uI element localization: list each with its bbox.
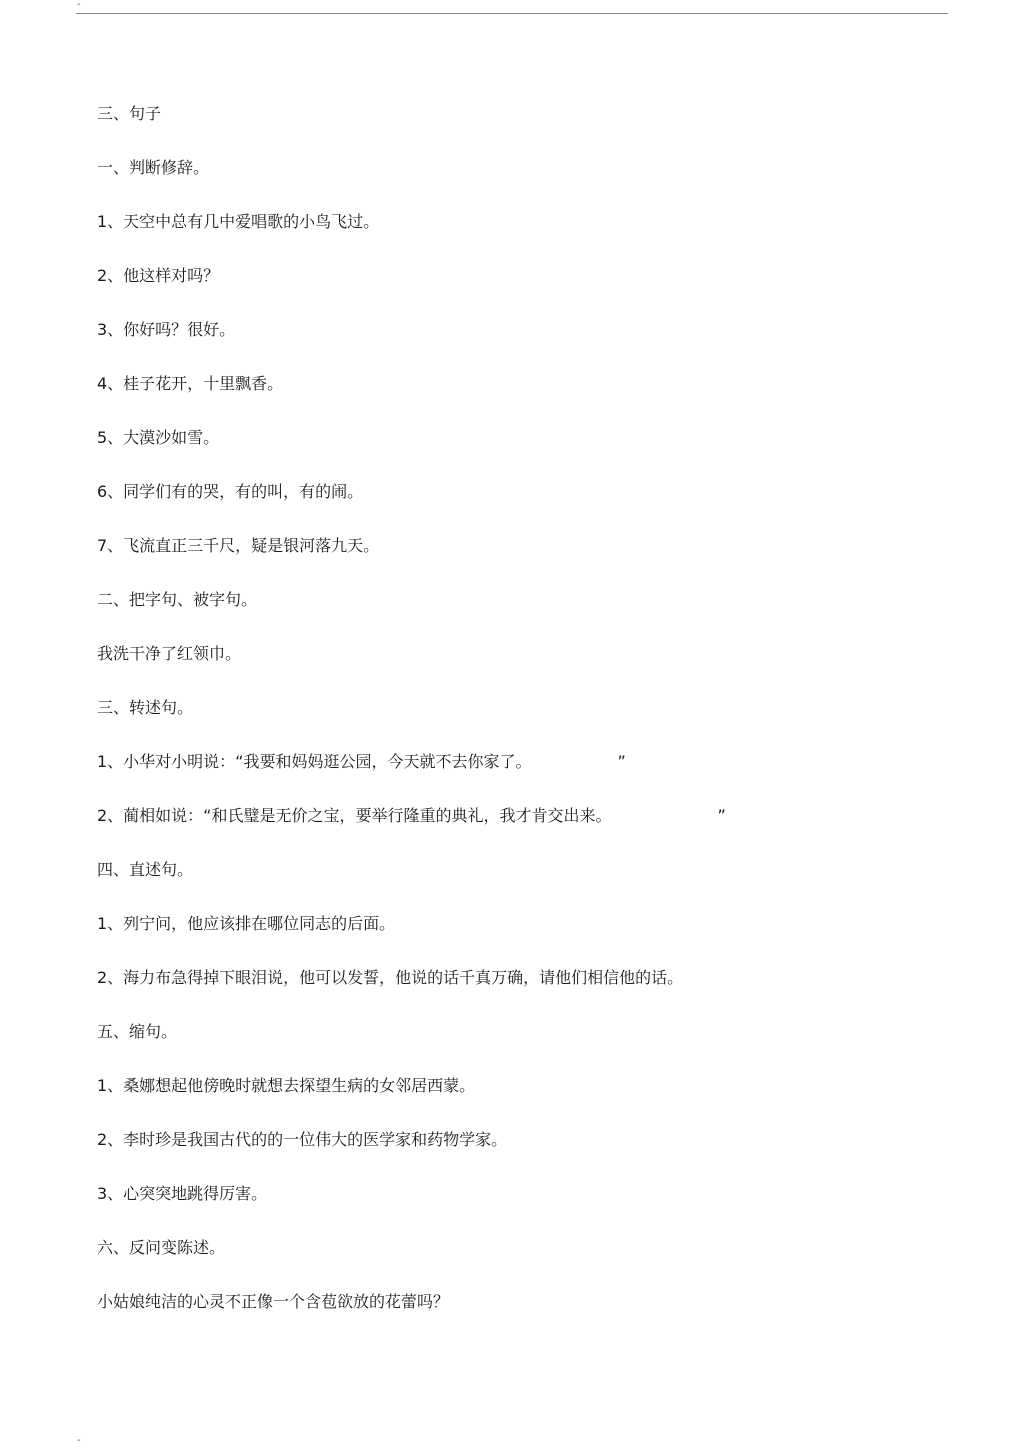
exercise-item: 2、他这样对吗？ <box>97 266 220 285</box>
subsection-direct-speech: 四、直述句。 <box>97 860 194 879</box>
exercise-item-quote: 1、小华对小明说：“我要和妈妈逛公园，今天就不去你家了。 ” <box>97 752 626 771</box>
exercise-item: 6、同学们有的哭，有的叫，有的闹。 <box>97 482 364 501</box>
exercise-item: 7、飞流直正三千尺，疑是银河落九天。 <box>97 536 380 555</box>
document-body <box>97 103 947 1345</box>
exercise-item: 小姑娘纯洁的心灵不正像一个含苞欲放的花蕾吗？ <box>97 1292 450 1311</box>
exercise-item: 3、心突突地跳得厉害。 <box>97 1184 268 1203</box>
header-mark: - <box>77 0 81 10</box>
exercise-item: 2、海力布急得掉下眼泪说，他可以发誓，他说的话千真万确，请他们相信他的话。 <box>97 968 684 987</box>
exercise-item-quote: 2、蔺相如说：“和氏璧是无价之宝，要举行隆重的典礼，我才肯交出来。 ” <box>97 806 726 825</box>
subsection-rhetorical-question: 六、反问变陈述。 <box>97 1238 226 1257</box>
exercise-item: 5、大漠沙如雪。 <box>97 428 220 447</box>
exercise-item: 1、天空中总有几中爱唱歌的小鸟飞过。 <box>97 212 380 231</box>
footer-mark: - <box>77 1435 81 1446</box>
exercise-item: 我洗干净了红领巾。 <box>97 644 242 663</box>
section-heading-sentences: 三、句子 <box>97 104 162 123</box>
subsection-shorten: 五、缩句。 <box>97 1022 178 1041</box>
header-rule <box>76 13 948 14</box>
exercise-item: 3、你好吗？很好。 <box>97 320 236 339</box>
exercise-item: 1、列宁问，他应该排在哪位同志的后面。 <box>97 914 396 933</box>
exercise-item: 1、桑娜想起他傍晚时就想去探望生病的女邻居西蒙。 <box>97 1076 476 1095</box>
quote-text: 2、蔺相如说：“和氏璧是无价之宝，要举行隆重的典礼，我才肯交出来。 <box>97 806 612 825</box>
exercise-item: 2、李时珍是我国古代的的一位伟大的医学家和药物学家。 <box>97 1130 508 1149</box>
subsection-ba-bei: 二、把字句、被字句。 <box>97 590 258 609</box>
quote-text: 1、小华对小明说：“我要和妈妈逛公园，今天就不去你家了。 <box>97 752 532 771</box>
subsection-indirect-speech: 三、转述句。 <box>97 698 194 717</box>
exercise-item: 4、桂子花开，十里飘香。 <box>97 374 284 393</box>
subsection-rhetoric: 一、判断修辞。 <box>97 158 210 177</box>
